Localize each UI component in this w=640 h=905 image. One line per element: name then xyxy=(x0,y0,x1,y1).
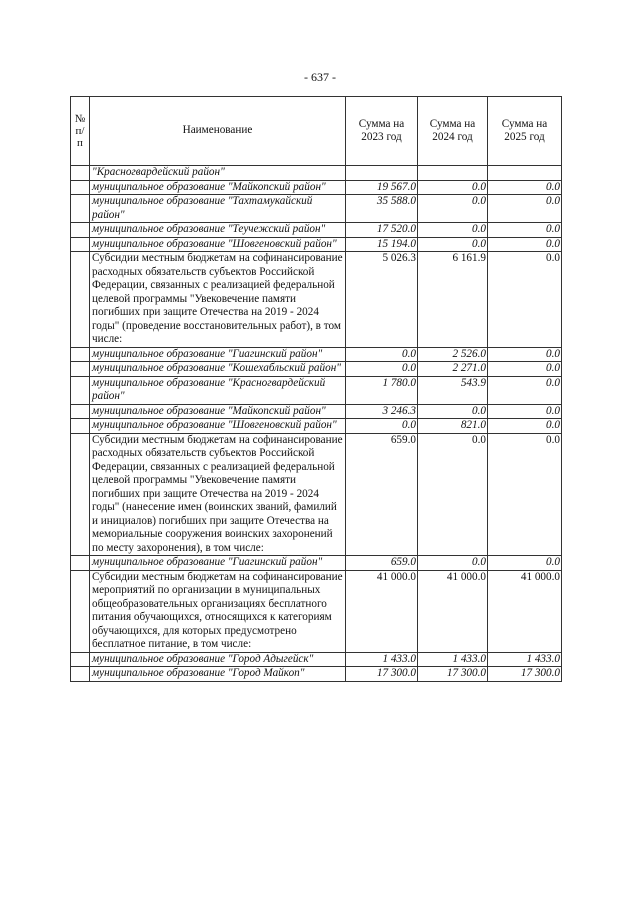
table-row xyxy=(71,347,562,362)
table-row xyxy=(71,433,562,556)
row-value-2023: 659.0 xyxy=(346,556,418,571)
row-value-2025: 41 000.0 xyxy=(488,570,562,652)
row-value-2024 xyxy=(418,166,488,181)
row-value-2025: 0.0 xyxy=(488,237,562,252)
row-num-cell xyxy=(71,667,90,682)
row-name: муниципальное образование "Шовгеновский район" xyxy=(90,419,346,434)
row-name: муниципальное образование "Гиагинский район" xyxy=(90,347,346,362)
table-row xyxy=(71,404,562,419)
row-num-cell xyxy=(71,195,90,223)
row-value-2024: 41 000.0 xyxy=(418,570,488,652)
row-num-cell xyxy=(71,419,90,434)
row-value-2024: 0.0 xyxy=(418,195,488,223)
row-value-2024: 821.0 xyxy=(418,419,488,434)
table-row xyxy=(71,556,562,571)
row-value-2024: 0.0 xyxy=(418,556,488,571)
row-name: муниципальное образование "Теучежский район" xyxy=(90,223,346,238)
row-name: муниципальное образование "Город Майкоп" xyxy=(90,667,346,682)
row-value-2024: 2 271.0 xyxy=(418,362,488,377)
row-value-2025: 1 433.0 xyxy=(488,652,562,667)
row-num-cell xyxy=(71,376,90,404)
row-value-2023: 19 567.0 xyxy=(346,180,418,195)
row-value-2023: 3 246.3 xyxy=(346,404,418,419)
header-2025: Сумма на 2025 год xyxy=(488,97,562,166)
row-name: муниципальное образование "Город Адыгейск" xyxy=(90,652,346,667)
row-value-2025: 0.0 xyxy=(488,419,562,434)
row-num-cell xyxy=(71,166,90,181)
table-row xyxy=(71,667,562,682)
row-value-2023: 659.0 xyxy=(346,433,418,556)
row-num-cell xyxy=(71,252,90,348)
row-num-cell xyxy=(71,433,90,556)
row-name: муниципальное образование "Шовгеновский район" xyxy=(90,237,346,252)
row-num-cell xyxy=(71,362,90,377)
header-2023: Сумма на 2023 год xyxy=(346,97,418,166)
table-header-row xyxy=(71,97,562,166)
table-row xyxy=(71,652,562,667)
table-row xyxy=(71,166,562,181)
row-num-cell xyxy=(71,237,90,252)
row-value-2025: 0.0 xyxy=(488,376,562,404)
row-value-2023: 1 433.0 xyxy=(346,652,418,667)
row-num-cell xyxy=(71,180,90,195)
row-value-2025 xyxy=(488,166,562,181)
row-num-cell xyxy=(71,570,90,652)
row-value-2023: 0.0 xyxy=(346,362,418,377)
row-value-2025: 0.0 xyxy=(488,404,562,419)
row-name: муниципальное образование "Майкопский район" xyxy=(90,404,346,419)
row-num-cell xyxy=(71,652,90,667)
table-row xyxy=(71,362,562,377)
row-value-2025: 0.0 xyxy=(488,180,562,195)
row-value-2023: 0.0 xyxy=(346,347,418,362)
row-num-cell xyxy=(71,347,90,362)
row-value-2025: 0.0 xyxy=(488,362,562,377)
row-value-2023: 17 300.0 xyxy=(346,667,418,682)
row-value-2025: 0.0 xyxy=(488,195,562,223)
row-value-2023: 0.0 xyxy=(346,419,418,434)
row-value-2024: 6 161.9 xyxy=(418,252,488,348)
table-row xyxy=(71,252,562,348)
row-value-2025: 17 300.0 xyxy=(488,667,562,682)
row-name: Субсидии местным бюджетам на софинансирование расходных обязательств субъектов Российской Федерации, связанных с реализацией федеральной целевой программы "Увековечение памяти погибших при защите Отечества на 2019 - 2024 годы" (проведение восстановительных работ), в том числе: xyxy=(90,252,346,348)
row-value-2024: 0.0 xyxy=(418,237,488,252)
row-num-cell xyxy=(71,223,90,238)
row-value-2025: 0.0 xyxy=(488,223,562,238)
row-value-2024: 0.0 xyxy=(418,223,488,238)
header-num: № п/п xyxy=(71,97,90,166)
row-value-2024: 17 300.0 xyxy=(418,667,488,682)
row-value-2025: 0.0 xyxy=(488,347,562,362)
table-row xyxy=(71,376,562,404)
row-value-2024: 2 526.0 xyxy=(418,347,488,362)
row-name: муниципальное образование "Красногвардейский район" xyxy=(90,376,346,404)
row-value-2023: 1 780.0 xyxy=(346,376,418,404)
table-row xyxy=(71,180,562,195)
budget-table xyxy=(70,96,562,682)
row-num-cell xyxy=(71,404,90,419)
table-row xyxy=(71,570,562,652)
table-row xyxy=(71,195,562,223)
row-value-2025: 0.0 xyxy=(488,556,562,571)
row-value-2024: 0.0 xyxy=(418,433,488,556)
row-name: Субсидии местным бюджетам на софинансирование мероприятий по организации в муниципальных общеобразовательных организациях бесплатного питания обучающихся, относящихся к категориям обучающихся, для которых предусмотрено бесплатное питание, в том числе: xyxy=(90,570,346,652)
table-row xyxy=(71,223,562,238)
table-row xyxy=(71,237,562,252)
row-name: муниципальное образование "Тахтамукайский район" xyxy=(90,195,346,223)
row-value-2023 xyxy=(346,166,418,181)
row-value-2024: 0.0 xyxy=(418,180,488,195)
row-name: муниципальное образование "Майкопский район" xyxy=(90,180,346,195)
row-value-2023: 15 194.0 xyxy=(346,237,418,252)
row-name: муниципальное образование "Гиагинский район" xyxy=(90,556,346,571)
row-value-2024: 1 433.0 xyxy=(418,652,488,667)
row-num-cell xyxy=(71,556,90,571)
row-value-2024: 543.9 xyxy=(418,376,488,404)
row-name: Субсидии местным бюджетам на софинансирование расходных обязательств субъектов Российской Федерации, связанных с реализацией федеральной целевой программы "Увековечение памяти погибших при защите Отечества на 2019 - 2024 годы" (нанесение имен (воинских званий, фамилий и инициалов) погибших при защите Отечества на мемориальные сооружения воинских захоронений по месту захоронения), в том числе: xyxy=(90,433,346,556)
row-value-2023: 35 588.0 xyxy=(346,195,418,223)
row-value-2023: 41 000.0 xyxy=(346,570,418,652)
row-value-2023: 17 520.0 xyxy=(346,223,418,238)
table-row xyxy=(71,419,562,434)
page-number: - 637 - xyxy=(304,70,336,84)
row-value-2025: 0.0 xyxy=(488,252,562,348)
row-value-2023: 5 026.3 xyxy=(346,252,418,348)
row-name: "Красногвардейский район" xyxy=(90,166,346,181)
row-value-2025: 0.0 xyxy=(488,433,562,556)
header-name: Наименование xyxy=(90,97,346,166)
header-2024: Сумма на 2024 год xyxy=(418,97,488,166)
row-value-2024: 0.0 xyxy=(418,404,488,419)
row-name: муниципальное образование "Кошехабльский район" xyxy=(90,362,346,377)
